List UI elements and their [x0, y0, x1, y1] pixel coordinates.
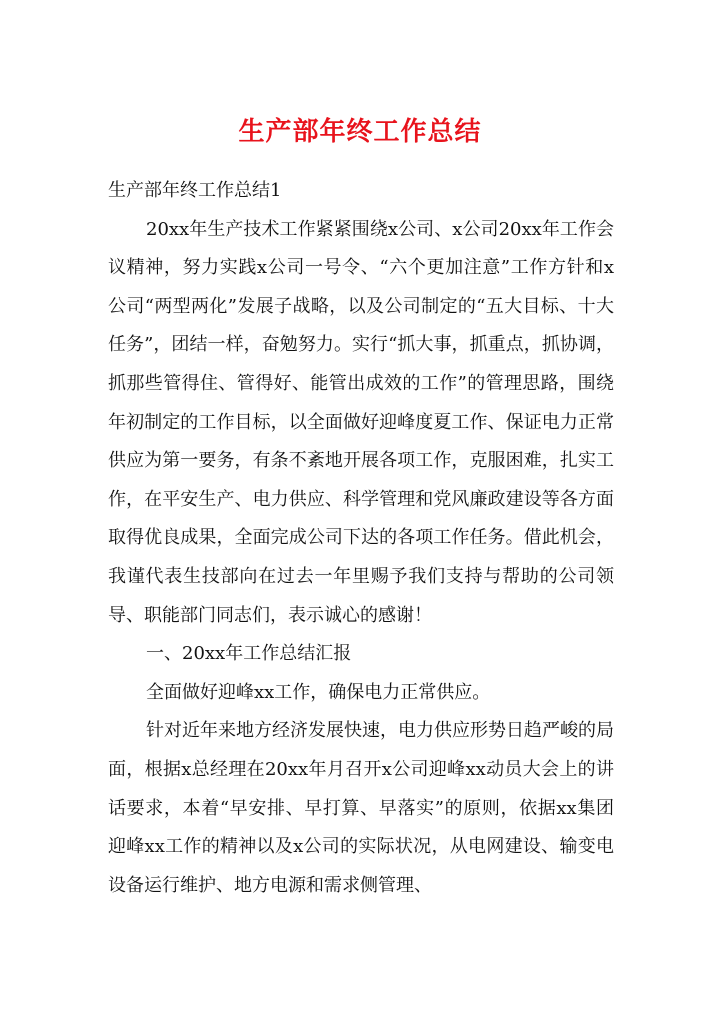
document-body — [108, 172, 614, 905]
paragraph-detail: 针对近年来地方经济发展快速，电力供应形势日趋严峻的局面，根据x总经理在20xx年月召开x公司迎峰xx动员大会上的讲话要求，本着“早安排、早打算、早落实”的原则，依据xx集团迎峰xx工作的精神以及x公司的实际状况，从电网建设、输变电设备运行维护、地方电源和需求侧管理、 — [108, 720, 614, 896]
paragraph-intro: 20xx年生产技术工作紧紧围绕x公司、x公司20xx年工作会议精神，努力实践x公司一号令、“六个更加注意”工作方针和x公司“两型两化”发展子战略，以及公司制定的“五大目标、十大任务”，团结一样，奋勉努力。实行“抓大事，抓重点，抓协调，抓那些管得住、管得好、能管出成效的工作”的管理思路，围绕年初制定的工作目标，以全面做好迎峰度夏工作、保证电力正常供应为第一要务，有条不紊地开展各项工作，克服困难，扎实工作，在平安生产、电力供应、科学管理和党风廉政建设等各方面取得优良成果，全面完成公司下达的各项工作任务。借此机会，我谨代表生技部向在过去一年里赐予我们支持与帮助的公司领导、职能部门同志们，表示诚心的感谢！ — [108, 218, 614, 626]
section-heading: 一、20xx年工作总结汇报 — [146, 643, 352, 665]
paragraph-summary: 全面做好迎峰xx工作，确保电力正常供应。 — [146, 681, 491, 703]
document-title: 生产部年终工作总结 — [238, 117, 482, 147]
section-subtitle: 生产部年终工作总结1 — [108, 180, 282, 201]
